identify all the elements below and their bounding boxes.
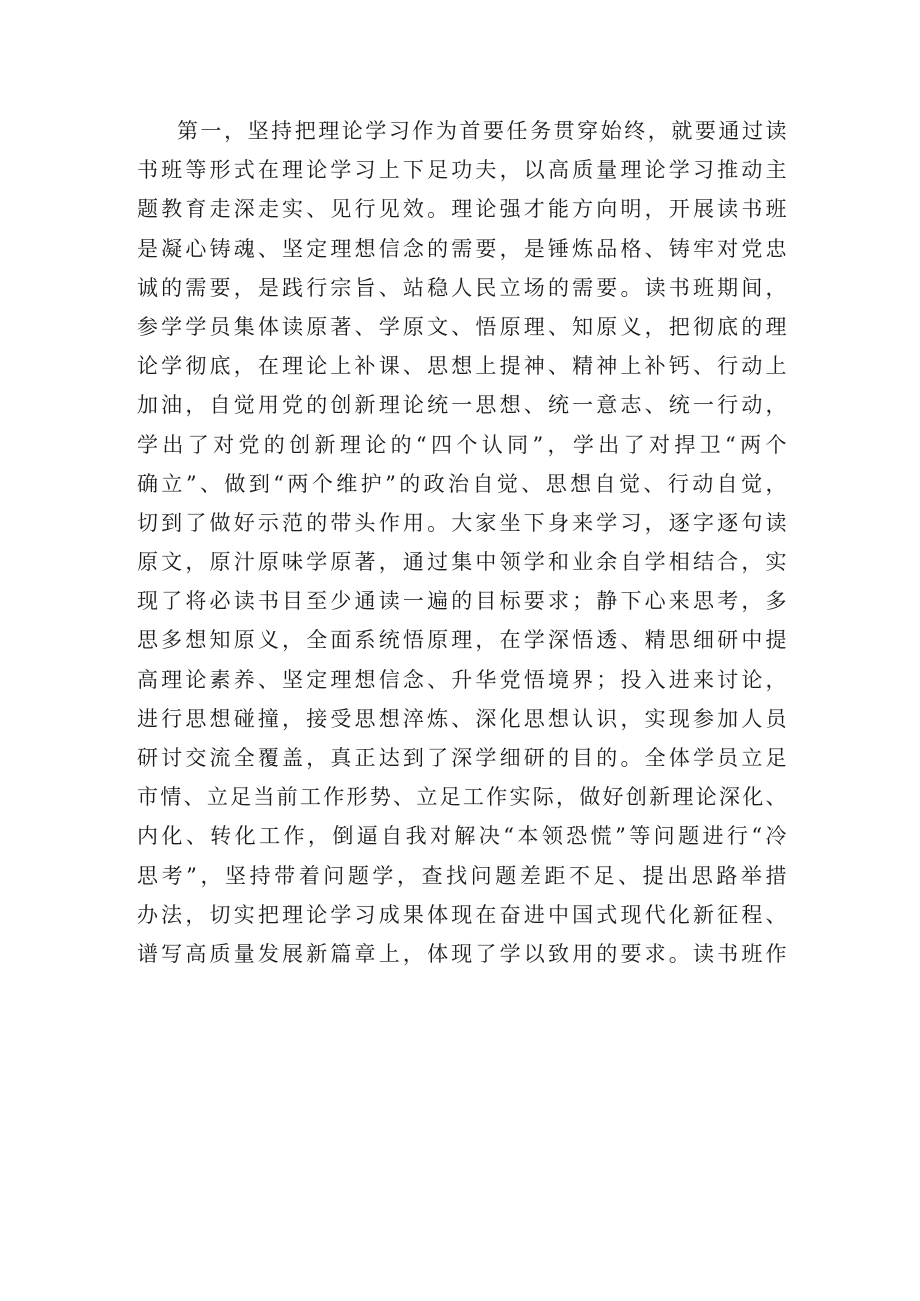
text-line: 谱写高质量发展新篇章上，体现了学以致用的要求。读书班作 [137,941,787,966]
text-line: 思考”，坚持带着问题学，查找问题差距不足、提出思路举措 [137,863,787,888]
text-line: 论学彻底，在理论上补课、思想上提神、精神上补钙、行动上 [137,354,787,379]
text-line: 参学学员集体读原著、学原文、悟原理、知原义，把彻底的理 [137,314,787,339]
text-line: 内化、转化工作，倒逼自我对解决“本领恐慌”等问题进行“冷 [137,824,787,849]
body-paragraph [137,112,787,974]
text-line: 确立”、做到“两个维护”的政治自觉、思想自觉、行动自觉， [137,471,787,496]
text-line: 研讨交流全覆盖，真正达到了深学细研的目的。全体学员立足 [137,746,787,770]
text-line: 是凝心铸魂、坚定理想信念的需要，是锤炼品格、铸牢对党忠 [137,236,787,261]
text-line: 现了将必读书目至少通读一遍的目标要求；静下心来思考，多 [137,589,787,614]
text-line: 办法，切实把理论学习成果体现在奋进中国式现代化新征程、 [137,902,787,927]
text-line: 市情、立足当前工作形势、立足工作实际，做好创新理论深化、 [137,785,787,810]
text-line: 进行思想碰撞，接受思想淬炼、深化思想认识，实现参加人员 [137,706,787,731]
text-line: 思多想知原义，全面系统悟原理，在学深悟透、精思细研中提 [137,628,787,653]
text-line: 切到了做好示范的带头作用。大家坐下身来学习，逐字逐句读 [137,510,787,535]
text-line: 题教育走深走实、见行见效。理论强才能方向明，开展读书班 [137,197,787,222]
text-line: 书班等形式在理论学习上下足功夫，以高质量理论学习推动主 [137,158,787,183]
text-line: 诚的需要，是践行宗旨、站稳人民立场的需要。读书班期间， [137,275,787,300]
text-line: 原文，原汁原味学原著，通过集中领学和业余自学相结合，实 [137,550,787,575]
text-line: 高理论素养、坚定理想信念、升华党悟境界；投入进来讨论， [137,667,787,692]
text-line: 加油，自觉用党的创新理论统一思想、统一意志、统一行动， [137,393,787,418]
text-line: 学出了对党的创新理论的“四个认同”，学出了对捍卫“两个 [137,432,787,457]
text-line: 第一，坚持把理论学习作为首要任务贯穿始终，就要通过读 [177,119,787,143]
